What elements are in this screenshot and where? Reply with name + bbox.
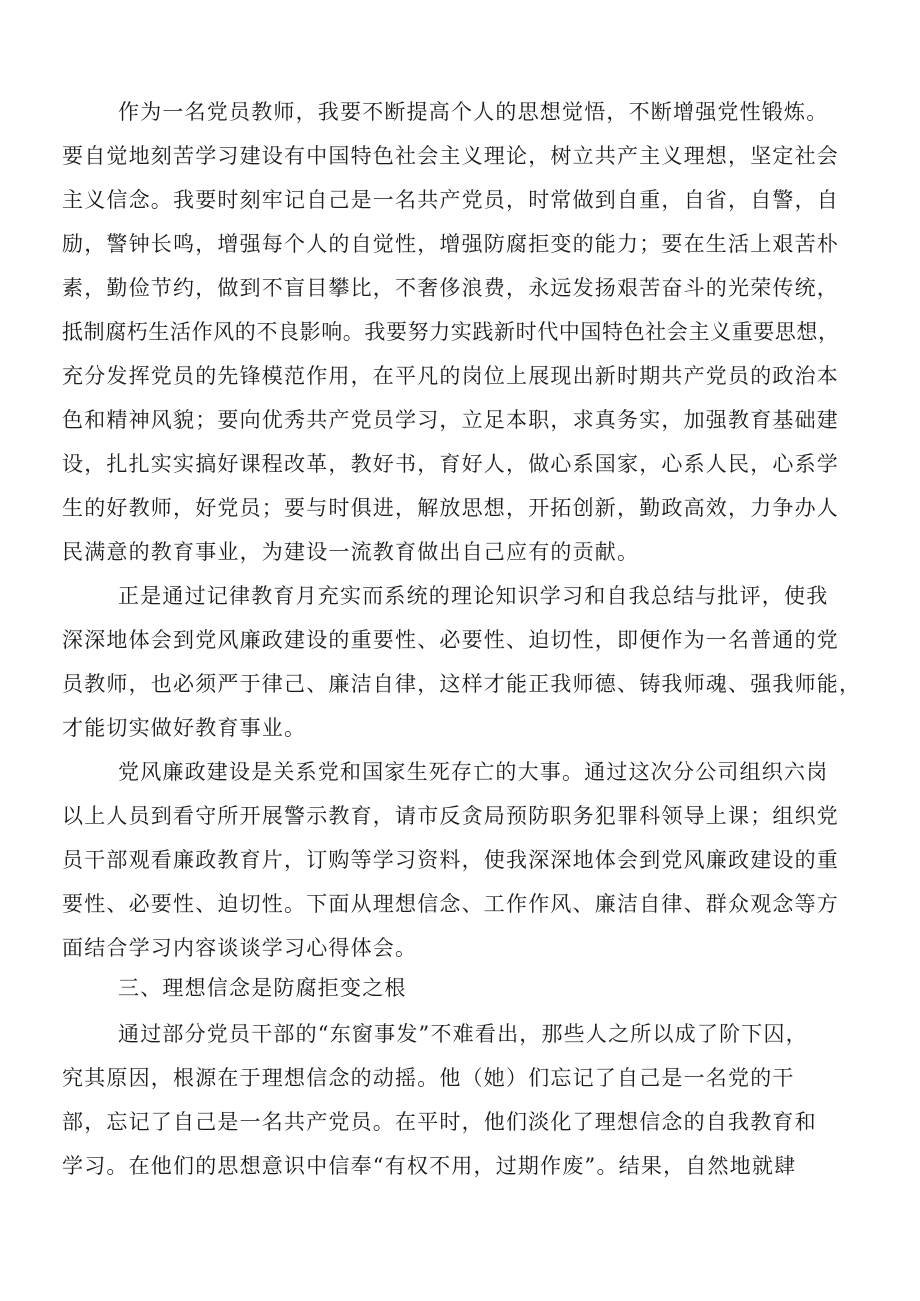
text-line [0, 1058, 920, 1098]
text-line [0, 312, 920, 352]
line-text: 员教师，也必须严于律己、廉洁自律，这样才能正我师德、铸我师魂、强我师能， [62, 672, 862, 696]
text-line [0, 576, 920, 616]
text-line [0, 752, 920, 792]
line-text: 励，警钟长鸣，增强每个人的自觉性，增强防腐拒变的能力；要在生活上艰苦朴 [62, 232, 839, 256]
line-text: 通过部分党员干部的“东窗事发”不难看出，那些人之所以成了阶下囚， [118, 1022, 808, 1046]
line-text: 党风廉政建设是关系党和国家生死存亡的大事。通过这次分公司组织六岗 [118, 760, 829, 784]
text-line [0, 708, 920, 748]
text-line [0, 224, 920, 264]
line-text: 充分发挥党员的先锋模范作用，在平凡的岗位上展现出新时期共产党员的政治本 [62, 364, 839, 388]
text-line [0, 1102, 920, 1142]
line-text: 抵制腐朽生活作风的不良影响。我要努力实践新时代中国特色社会主义重要思想， [62, 320, 840, 344]
line-text: 深深地体会到党风廉政建设的重要性、必要性、迫切性，即便作为一名普通的党 [62, 628, 839, 652]
line-text: 面结合学习内容谈谈学习心得体会。 [62, 936, 418, 960]
text-line [0, 444, 920, 484]
line-text: 正是通过记律教育月充实而系统的理论知识学习和自我总结与批评，使我 [118, 584, 829, 608]
line-text: 作为一名党员教师，我要不断提高个人的思想觉悟，不断增强党性锻炼。 [118, 100, 829, 124]
line-text: 要自觉地刻苦学习建设有中国特色社会主义理论，树立共产主义理想，坚定社会 [62, 144, 839, 168]
line-text: 学习。在他们的思想意识中信奉“有权不用，过期作废”。结果，自然地就肆 [62, 1154, 797, 1178]
line-text: 才能切实做好教育事业。 [62, 716, 307, 740]
line-text: 色和精神风貌；要向优秀共产党员学习，立足本职，求真务实，加强教育基础建 [62, 408, 839, 432]
line-text: 民满意的教育事业，为建设一流教育做出自己应有的贡献。 [62, 540, 640, 564]
section-heading-text: 三、理想信念是防腐拒变之根 [118, 976, 407, 1000]
line-text: 要性、必要性、迫切性。下面从理想信念、工作作风、廉洁自律、群众观念等方 [62, 892, 839, 916]
line-text: 生的好教师，好党员；要与时俱进，解放思想，开拓创新，勤政高效，力争办人 [62, 496, 839, 520]
line-text: 素，勤俭节约，做到不盲目攀比，不奢侈浪费，永远发扬艰苦奋斗的光荣传统， [62, 276, 839, 300]
line-text: 以上人员到看守所开展警示教育，请市反贪局预防职务犯罪科领导上课；组织党 [62, 804, 839, 828]
text-line [0, 928, 920, 968]
line-text: 员干部观看廉政教育片，订购等学习资料，使我深深地体会到党风廉政建设的重 [62, 848, 839, 872]
text-line [0, 664, 920, 704]
line-text: 主义信念。我要时刻牢记自己是一名共产党员，时常做到自重，自省，自警，自 [62, 188, 839, 212]
text-line [0, 620, 920, 660]
text-line [0, 532, 920, 572]
text-line [0, 92, 920, 132]
line-text: 设，扎扎实实搞好课程改革，教好书，育好人，做心系国家，心系人民，心系学 [62, 452, 839, 476]
text-line [0, 180, 920, 220]
text-line [0, 1014, 920, 1054]
text-line [0, 400, 920, 440]
text-line [0, 488, 920, 528]
text-line [0, 136, 920, 176]
text-line [0, 356, 920, 396]
text-line [0, 1146, 920, 1186]
line-text: 究其原因，根源在于理想信念的动摇。他（她）们忘记了自己是一名党的干 [62, 1066, 795, 1090]
text-line [0, 884, 920, 924]
text-line [0, 840, 920, 880]
text-line [0, 268, 920, 308]
section-heading [0, 968, 920, 1008]
text-line [0, 796, 920, 836]
line-text: 部，忘记了自己是一名共产党员。在平时，他们淡化了理想信念的自我教育和 [62, 1110, 817, 1134]
